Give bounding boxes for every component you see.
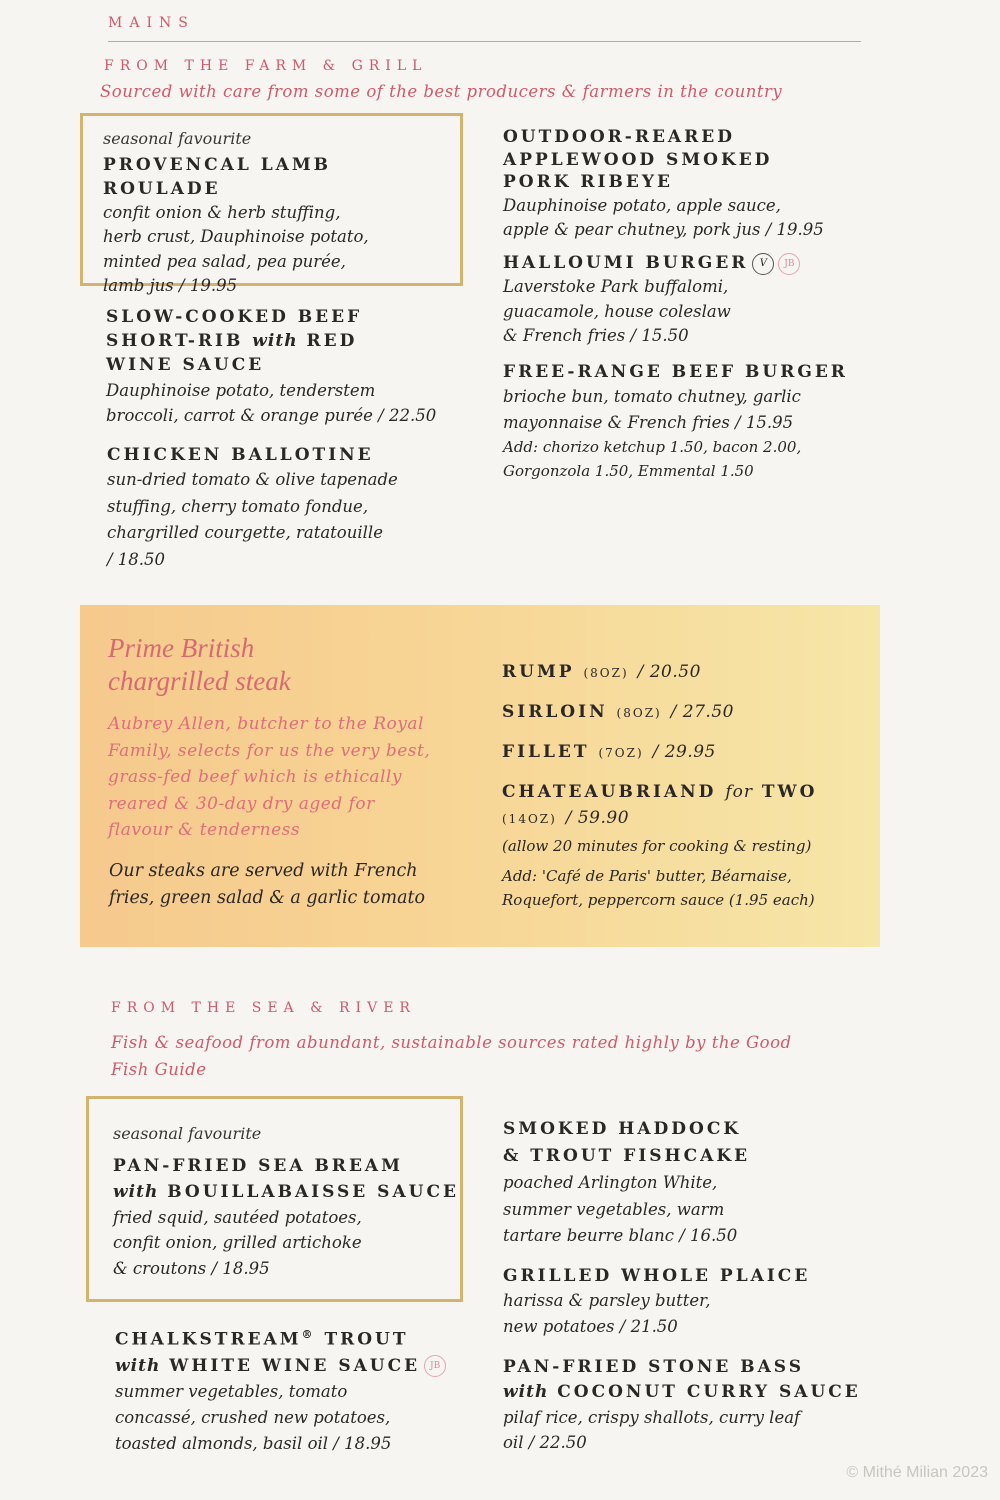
- dish-name: FREE-RANGE BEEF BURGER: [503, 362, 848, 382]
- dish-description: pilaf rice, crispy shallots, curry leaf oil / 22.50: [503, 1408, 801, 1452]
- jb-badge: JB: [424, 1355, 446, 1377]
- seasonal-tag: seasonal favourite: [113, 1124, 262, 1143]
- steak-cut-sirloin: SIRLOIN (8OZ) / 27.50: [502, 702, 734, 722]
- steak-cuts: RUMP (8OZ) / 20.50 SIRLOIN (8OZ) / 27.50 FILLET (7OZ) / 29.95 CHATEAUBRIAND for TWO (14OZ) / 59.90 (allow 20 minutes for cooking & resting) Add: 'Café de Paris' butter, Béarnaise, Roquefort, peppercorn sauce (1.95 each): [502, 660, 872, 912]
- menu-item-beef-burger: [503, 360, 883, 483]
- steak-cut-chateaubriand: CHATEAUBRIAND for TWO: [502, 782, 818, 802]
- steak-cut-rump: RUMP (8OZ) / 20.50: [502, 662, 701, 682]
- dish-name: OUTDOOR-REARED APPLEWOOD SMOKED PORK RIBEYE: [503, 127, 773, 192]
- steak-intro: Aubrey Allen, butcher to the Royal Family, selects for us the very best, grass-fed beef which is ethically reared & 30-day dry aged for flavour & tenderness: [108, 714, 431, 840]
- header-divider: [108, 41, 861, 42]
- dish-description: Laverstoke Park buffalomi, guacamole, house coleslaw & French fries / 15.50: [503, 277, 731, 345]
- dish-name: PAN-FRIED SEA BREAM with BOUILLABAISSE SAUCE: [113, 1155, 459, 1202]
- menu-item-lamb-roulade: [103, 127, 453, 299]
- steak-addons: Add: 'Café de Paris' butter, Béarnaise, Roquefort, peppercorn sauce (1.95 each): [502, 867, 815, 909]
- menu-item-fishcake: [503, 1116, 883, 1250]
- dish-description: summer vegetables, tomato concassé, crushed new potatoes, toasted almonds, basil oil / 18.95: [115, 1381, 392, 1453]
- sea-section-subtitle: Fish & seafood from abundant, sustainable sources rated highly by the Good Fish Guide: [111, 1033, 792, 1079]
- copyright-watermark: © Mithé Milian 2023: [846, 1464, 988, 1481]
- menu-item-halloumi-burger: [503, 251, 883, 349]
- dish-name: PROVENCAL LAMB ROULADE: [103, 154, 332, 199]
- dish-name: CHALKSTREAM® TROUT with WHITE WINE SAUCE JB: [115, 1322, 485, 1379]
- dish-description: brioche bun, tomato chutney, garlic mayonnaise & French fries / 15.95: [503, 387, 801, 432]
- dish-description: confit onion & herb stuffing, herb crust, Dauphinoise potato, minted pea salad, pea purée, lamb jus / 19.95: [103, 202, 369, 295]
- dish-name: SLOW-COOKED BEEF: [106, 307, 363, 327]
- farm-section-subtitle: Sourced with care from some of the best producers & farmers in the country: [100, 82, 783, 101]
- dish-name: GRILLED WHOLE PLAICE: [503, 1266, 811, 1286]
- menu-item-short-rib: SLOW-COOKED BEEF SHORT-RIB with RED WINE SAUCE Dauphinoise potato, tenderstem broccoli, carrot & orange purée / 22.50: [106, 305, 476, 428]
- burger-addons: Add: chorizo ketchup 1.50, bacon 2.00, Gorgonzola 1.50, Emmental 1.50: [503, 438, 802, 480]
- dish-name: HALLOUMI BURGER V JB: [503, 251, 883, 275]
- dish-name: CHICKEN BALLOTINE: [107, 445, 374, 465]
- steak-cut-fillet: FILLET (7OZ) / 29.95: [502, 742, 716, 762]
- steak-served-with: Our steaks are served with French fries, green salad & a garlic tomato: [109, 861, 426, 908]
- section-title: MAINS: [108, 15, 195, 31]
- menu-item-chicken-ballotine: [107, 443, 477, 573]
- dish-description: sun-dried tomato & olive tapenade stuffing, cherry tomato fondue, chargrilled courgette, ratatouille / 18.50: [107, 470, 398, 569]
- dish-name: PAN-FRIED STONE BASS with COCONUT CURRY SAUCE: [503, 1357, 861, 1402]
- menu-item-plaice: [503, 1264, 883, 1340]
- menu-item-chalkstream-trout: [115, 1322, 485, 1457]
- dish-description: harissa & parsley butter, new potatoes / 21.50: [503, 1291, 711, 1336]
- dish-description: Dauphinoise potato, tenderstem broccoli, carrot & orange purée / 22.50: [106, 381, 437, 425]
- menu-item-sea-bream: [113, 1122, 463, 1281]
- farm-section-title: FROM THE FARM & GRILL: [104, 58, 428, 74]
- dish-description: poached Arlington White, summer vegetables, warm tartare beurre blanc / 16.50: [503, 1173, 738, 1245]
- chateaubriand-note: (allow 20 minutes for cooking & resting): [502, 837, 812, 855]
- dish-description: Dauphinoise potato, apple sauce, apple & pear chutney, pork jus / 19.95: [503, 195, 824, 239]
- menu-item-pork-ribeye: [503, 126, 883, 243]
- menu-item-stone-bass: [503, 1355, 903, 1455]
- jb-badge: JB: [778, 253, 800, 275]
- sea-section-title: FROM THE SEA & RIVER: [111, 1000, 416, 1016]
- seasonal-tag: seasonal favourite: [103, 129, 252, 148]
- dish-description: fried squid, sautéed potatoes, confit onion, grilled artichoke & croutons / 18.95: [113, 1207, 362, 1278]
- dish-name: SMOKED HADDOCK & TROUT FISHCAKE: [503, 1119, 751, 1166]
- vegetarian-badge: V: [752, 253, 774, 275]
- steak-title: Prime British chargrilled steak: [108, 633, 291, 696]
